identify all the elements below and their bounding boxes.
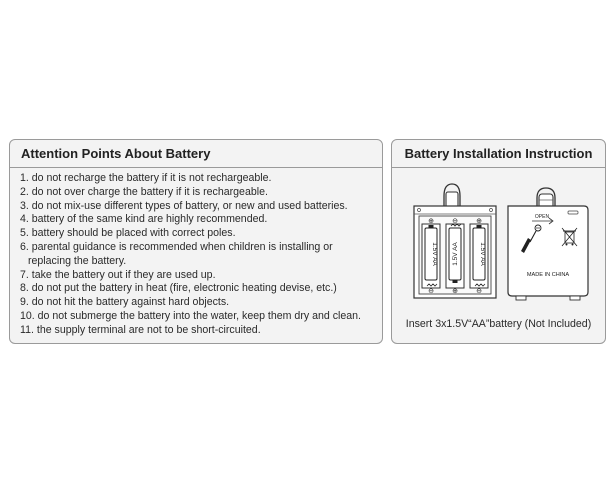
- attention-item-5: 5. battery should be placed with correct poles.: [20, 227, 236, 240]
- installation-panel: [391, 139, 606, 344]
- attention-panel: [9, 139, 383, 344]
- battery-label-3: 1.5V AA: [479, 242, 486, 266]
- attention-item-3: 3. do not mix-use different types of battery, or new and used batteries.: [20, 199, 348, 212]
- battery-compartment-illustration: [414, 184, 496, 298]
- attention-list: [20, 172, 376, 338]
- minus-symbol: ⊖: [476, 288, 482, 295]
- plus-symbol: ⊕: [452, 288, 458, 295]
- installation-divider: [392, 167, 605, 168]
- battery-label-1: 1.5V AA: [431, 242, 438, 266]
- battery-diagram: [400, 176, 600, 310]
- attention-item-6-continued: replacing the battery.: [28, 254, 127, 267]
- attention-item-4: 4. battery of the same kind are highly recommended.: [20, 213, 268, 226]
- battery-box-back-illustration: [508, 188, 588, 300]
- installation-title: Battery Installation Instruction: [404, 146, 593, 161]
- attention-item-1: 1. do not recharge the battery if it is not rechargeable.: [20, 172, 272, 184]
- attention-item-8: 8. do not put the battery in heat (fire, electronic heating devise, etc.): [20, 282, 337, 295]
- attention-item-10: 10. do not submerge the battery into the water, keep them dry and clean.: [20, 309, 361, 322]
- battery-label-2: 1.5V AA: [452, 242, 459, 266]
- attention-item-7: 7. take the battery out if they are used up.: [20, 268, 216, 281]
- attention-item-9: 9. do not hit the battery against hard objects.: [20, 296, 230, 309]
- installation-caption: Insert 3x1.5V“AA”battery (Not Included): [405, 318, 592, 330]
- plus-symbol: ⊕: [476, 218, 482, 225]
- made-in-china-label: MADE IN CHINA: [526, 272, 570, 278]
- attention-item-2: 2. do not over charge the battery if it is rechargeable.: [20, 185, 268, 198]
- attention-item-11: 11. the supply terminal are not to be short-circuited.: [20, 323, 261, 336]
- minus-symbol: ⊖: [428, 288, 434, 295]
- plus-symbol: ⊕: [428, 218, 434, 225]
- open-label: OPEN: [534, 214, 550, 220]
- minus-symbol: ⊖: [452, 218, 458, 225]
- attention-title: Attention Points About Battery: [21, 146, 211, 161]
- attention-divider: [10, 167, 382, 168]
- attention-item-6: 6. parental guidance is recommended when children is installing or: [20, 240, 333, 253]
